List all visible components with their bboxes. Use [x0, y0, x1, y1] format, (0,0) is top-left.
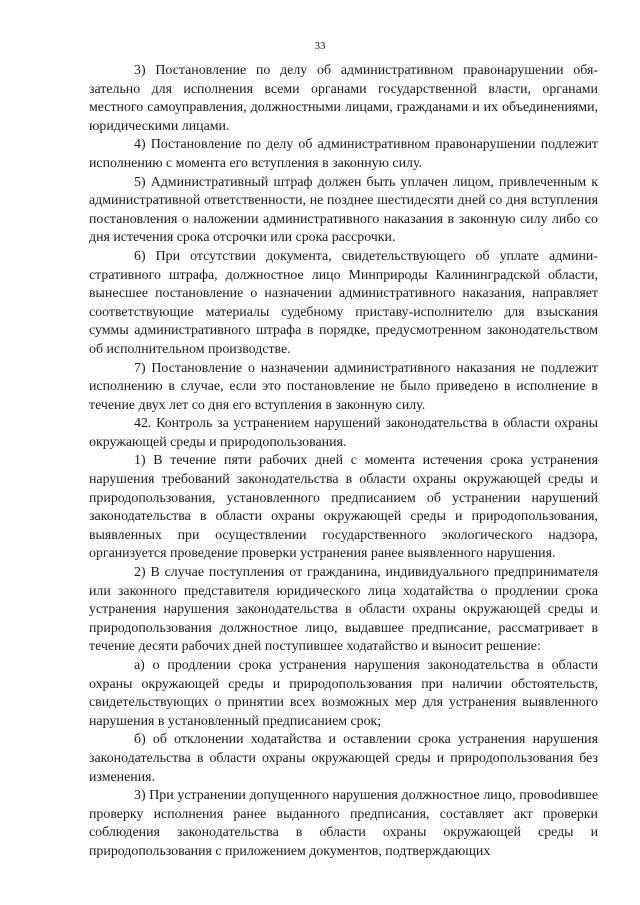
paragraph: 42. Контроль за устранением нарушений законодательства в области охраны окружающей среды и природопользования.	[89, 416, 598, 450]
paragraph: 3) При устранении допущенного нарушения должностное лицо, провоdившее проверку исполнения ранее выданного предписания, составляет акт проверки соблюдения законодательства в области охраны окружающей среды и природопользования с приложением документов, подтверждающих	[89, 788, 598, 859]
paragraph: 2) В случае поступления от гражданина, индивидуального предпринимателя или законного представителя юридического лица ходатайства о продлении срока устранения нарушения законодательства в области охраны окружающей среды и природопользования должностное лицо, выдавшее предписание, рассматривает в течение десяти рабочих дней поступившее ходатайство и выносит решение:	[89, 565, 598, 655]
paragraph: 1) В течение пяти рабочих дней с момента истечения срока устранения нарушения требований законодательства в области охраны окружающей среды и природопользования, установленного предписанием об устранении нарушений законодательства в области охраны окружающей среды и природопользования, выявленных при осуществлении государственного экологического надзора, организуется проведение проверки устранения ранее выявленного нарушения.	[89, 453, 598, 562]
paragraph: а) о продлении срока устранения нарушения законодательства в области охраны окружающей среды и природопользования при наличии обстоятельств, свидетельствующих о принятии всех возможных мер для устранения выявленного нарушения в установленный предписанием срок;	[89, 658, 598, 729]
paragraph: б) об отклонении ходатайства и оставлении срока устранения нарушения законодательства в области охраны окружающей среды и природопользования без изменения.	[89, 732, 598, 785]
page-number: 33	[314, 40, 326, 52]
document-body	[89, 62, 598, 862]
paragraph: 6) При отсутствии документа, свидетельствующего об уплате административного штрафа, должностное лицо Минприроды Калининградской области, вынесшее постановление о назначении административного наказания, направляет соответствующие материалы судебному приставу-исполнителю для взыскания суммы административного штрафа в порядке, предусмотренном законодательством об исполнительном производстве.	[89, 248, 598, 357]
paragraph: 3) Постановление по делу об административном правонарушении обязательно для исполнения всеми органами государственной власти, органами местного самоуправления, должностными лицами, гражданами и их объединениями, юридическими лицами.	[89, 63, 598, 134]
paragraph: 4) Постановление по делу об административном правонарушении подлежит исполнению с момента его вступления в законную силу.	[89, 137, 598, 171]
paragraph: 7) Постановление о назначении административного наказания не подлежит исполнению в случае, если это постановление не было приведено в исполнение в течение двух лет со дня его вступления в законную силу.	[89, 360, 598, 413]
paragraph: 5) Административный штраф должен быть уплачен лицом, привлеченным к административной ответственности, не позднее шестидесяти дней со дня вступления постановления о наложении административного наказания в законную силу либо со дня истечения срока отсрочки или срока рассрочки.	[89, 174, 598, 246]
